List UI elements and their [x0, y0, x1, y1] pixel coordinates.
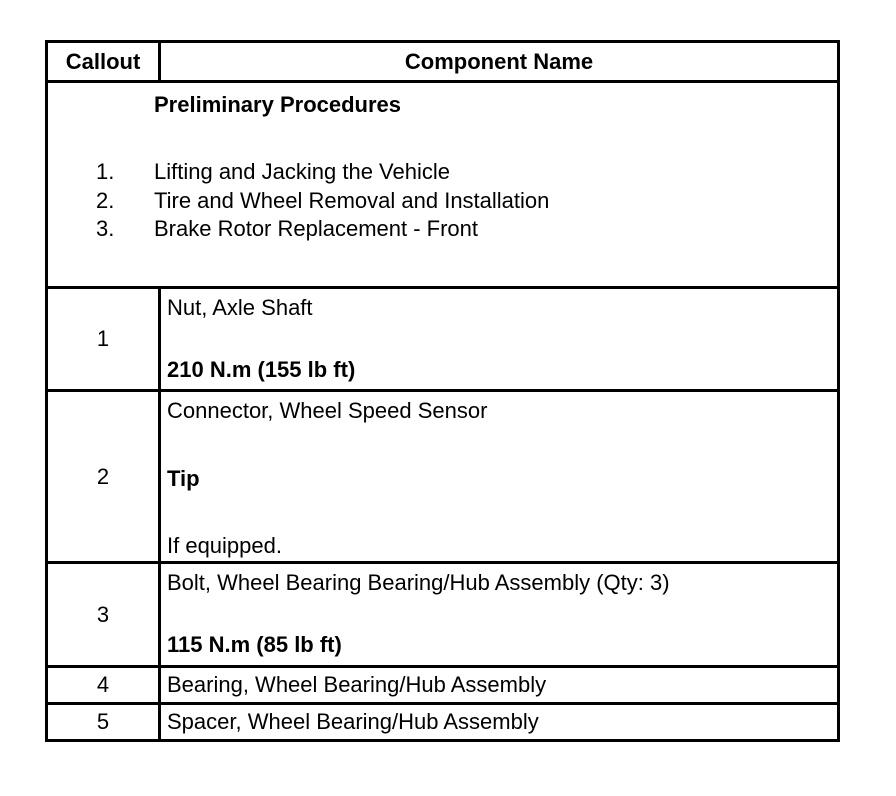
component-name: Spacer, Wheel Bearing/Hub Assembly — [160, 704, 839, 741]
table-row — [47, 391, 839, 563]
torque-spec: 210 N.m (155 lb ft) — [167, 357, 356, 382]
table-row — [47, 667, 839, 704]
preliminary-title: Preliminary Procedures — [154, 92, 402, 117]
step-link[interactable]: Lifting and Jacking the Vehicle — [154, 159, 450, 184]
component-cell — [160, 288, 839, 391]
component-cell — [160, 391, 839, 563]
procedure-step — [96, 159, 450, 185]
component-name: Bolt, Wheel Bearing Bearing/Hub Assembly (Qty: 3) — [167, 570, 670, 595]
component-name: Connector, Wheel Speed Sensor — [167, 398, 488, 423]
callout-number: 3 — [47, 563, 160, 667]
step-link[interactable]: Brake Rotor Replacement - Front — [154, 216, 479, 241]
callout-number: 2 — [47, 391, 160, 563]
table-row — [47, 288, 839, 391]
preliminary-procedures-cell — [47, 82, 839, 288]
header-row — [47, 42, 839, 82]
step-link[interactable]: Tire and Wheel Removal and Installation — [154, 188, 550, 213]
step-number: 3. — [96, 216, 115, 241]
torque-spec: 115 N.m (85 lb ft) — [167, 632, 342, 657]
table-row — [47, 563, 839, 667]
component-name-header: Component Name — [160, 42, 839, 82]
component-table — [45, 40, 840, 742]
callout-number: 1 — [47, 288, 160, 391]
component-cell — [160, 563, 839, 667]
tip-text: If equipped. — [167, 533, 282, 558]
component-name: Bearing, Wheel Bearing/Hub Assembly — [160, 667, 839, 704]
procedure-step — [96, 216, 478, 242]
callout-header: Callout — [47, 42, 160, 82]
step-number: 1. — [96, 159, 115, 184]
tip-label: Tip — [167, 466, 200, 491]
callout-number: 4 — [47, 667, 160, 704]
procedure-step — [96, 188, 549, 214]
table-row — [47, 704, 839, 741]
component-name: Nut, Axle Shaft — [167, 295, 313, 320]
preliminary-row — [47, 82, 839, 288]
callout-number: 5 — [47, 704, 160, 741]
step-number: 2. — [96, 188, 115, 213]
